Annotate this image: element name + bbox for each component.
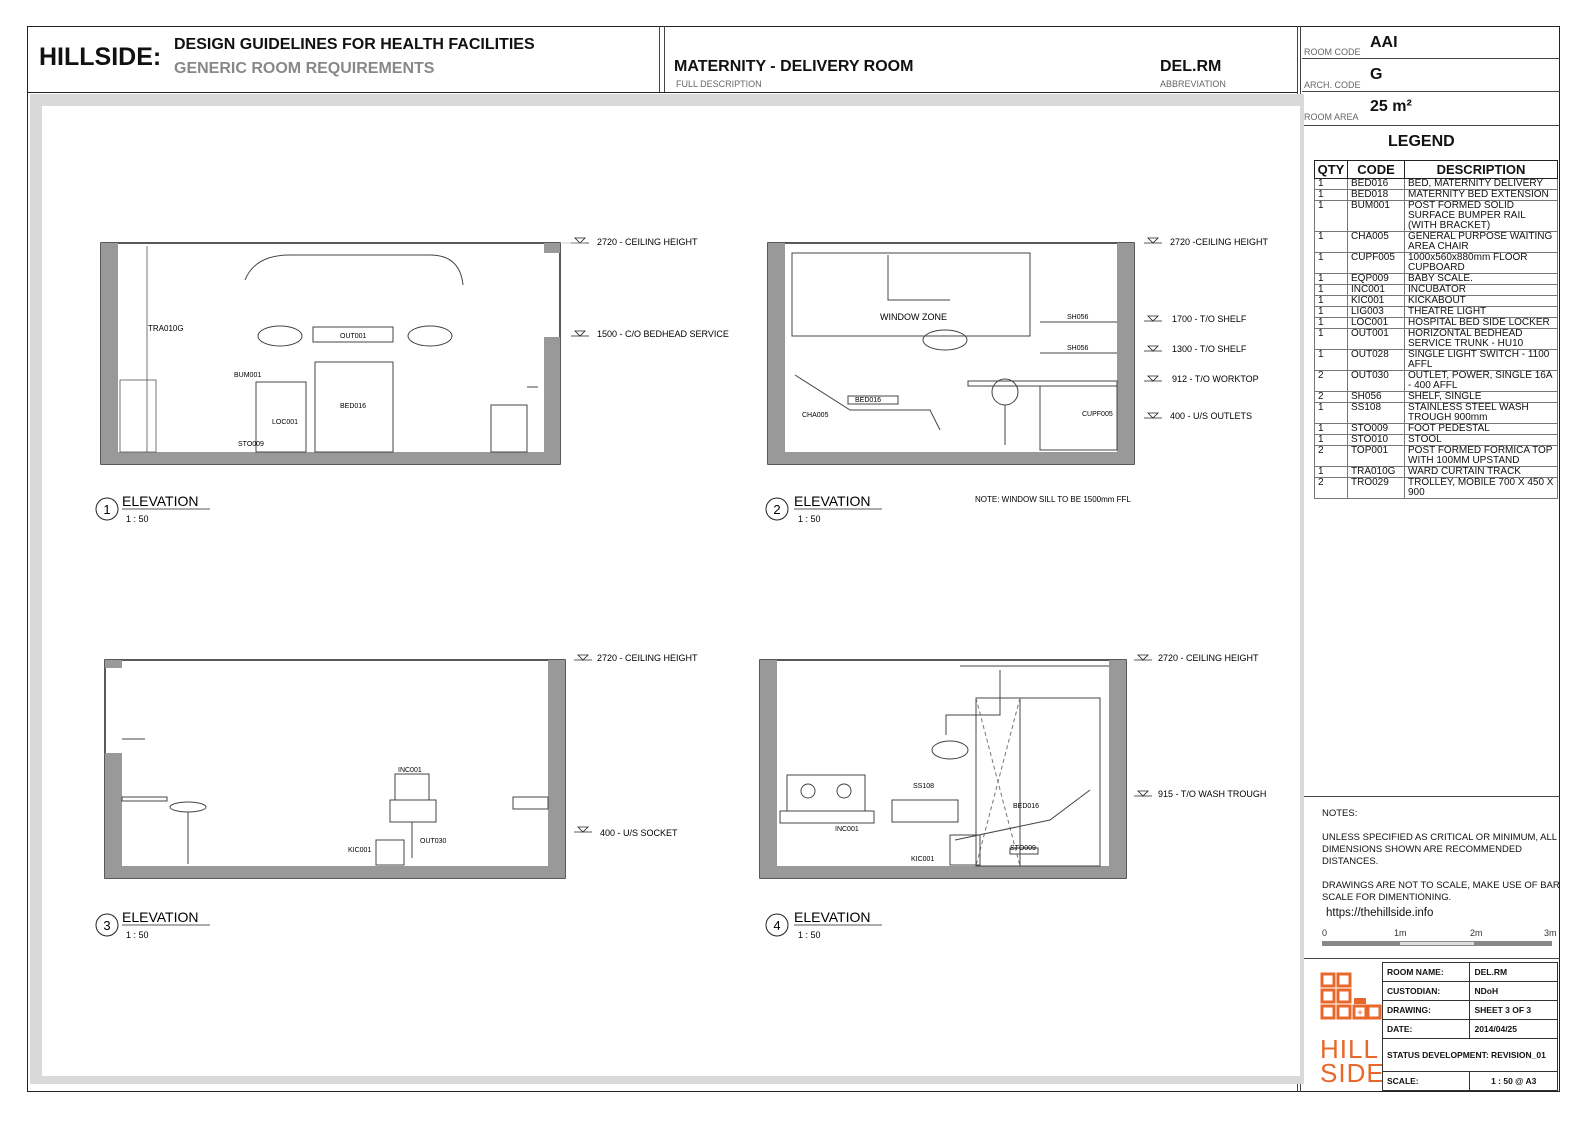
elevation-3-number: 3 [103,918,111,933]
tag-bed016-e4: BED016 [1013,803,1040,810]
legend-description: THEATRE LIGHT [1405,307,1558,318]
tb-status-row [1383,1039,1558,1072]
scale-label-0: 0 [1322,928,1328,938]
dim-e1-bedhead: 1500 - C/O BEDHEAD SERVICE [597,329,729,339]
room-info [1302,26,1560,126]
elevation-4-number: 4 [773,918,781,933]
legend-description: SHELF, SINGLE [1405,392,1558,403]
legend-code: EQP009 [1348,274,1405,285]
legend-qty: 2 [1315,446,1348,467]
tag-out030: OUT030 [420,838,447,845]
legend-row [1315,179,1558,190]
legend-description: MATERNITY BED EXTENSION [1405,190,1558,201]
room-abbreviation: DEL.RM [1160,58,1222,75]
svg-text:+: + [1357,1008,1363,1019]
legend-description: TROLLEY, MOBILE 700 X 450 X 900 [1405,478,1558,499]
legend-qty: 1 [1315,253,1348,274]
room-full-description: MATERNITY - DELIVERY ROOM [674,58,914,75]
legend-row [1315,253,1558,274]
dim-e2-shelf-1700: 1700 - T/O SHELF [1172,314,1247,324]
notes [1322,808,1562,904]
legend-qty: 1 [1315,435,1348,446]
tb-status: STATUS DEVELOPMENT: REVISION_01 [1383,1039,1558,1072]
legend-code: CUPF005 [1348,253,1405,274]
legend-code: INC001 [1348,285,1405,296]
legend-description: GENERAL PURPOSE WAITING AREA CHAIR [1405,232,1558,253]
tag-inc001-e4: INC001 [835,826,859,833]
legend-code: OUT001 [1348,329,1405,350]
legend-code: SS108 [1348,403,1405,424]
legend-description: WARD CURTAIN TRACK [1405,467,1558,478]
legend-qty: 1 [1315,307,1348,318]
dim-e2-worktop: 912 - T/O WORKTOP [1172,374,1259,384]
legend-row [1315,392,1558,403]
arch-code: G [1370,66,1383,83]
legend-qty: 2 [1315,392,1348,403]
legend-description: POST FORMED FORMICA TOP WITH 100MM UPSTAND [1405,446,1558,467]
tag-kic001-e3: KIC001 [348,847,372,854]
room-area-label: ROOM AREA [1304,112,1359,122]
title-block-row [1383,982,1558,1001]
elevation-2-scale: 1 : 50 [798,514,821,524]
legend-description: OUTLET, POWER, SINGLE 16A - 400 AFFL [1405,371,1558,392]
hillside-logo [1320,972,1385,1088]
legend-description: POST FORMED SOLID SURFACE BUMPER RAIL (WITH BRACKET) [1405,201,1558,232]
legend-header-row [1315,161,1558,179]
scale-label-2m: 2m [1470,928,1483,938]
tb-scale-row [1383,1072,1558,1091]
logo-text-bottom: SIDE [1320,1058,1385,1088]
legend-qty: 2 [1315,478,1348,499]
room-full-label: FULL DESCRIPTION [676,79,762,89]
tb-value: SHEET 3 OF 3 [1470,1001,1558,1020]
legend-qty: 1 [1315,274,1348,285]
tag-tra010g: TRA010G [148,324,184,333]
tag-inc001-e3: INC001 [398,767,422,774]
brand: HILLSIDE: [39,43,162,71]
elevation-4-scale: 1 : 50 [798,930,821,940]
tag-cupf005: CUPF005 [1082,411,1113,418]
legend-description: 1000x560x880mm FLOOR CUPBOARD [1405,253,1558,274]
legend-qty: 1 [1315,467,1348,478]
legend-row [1315,424,1558,435]
legend-row [1315,403,1558,424]
tag-kic001-e4: KIC001 [911,856,935,863]
legend-row [1315,446,1558,467]
tb-scale-value: 1 : 50 @ A3 [1470,1072,1558,1091]
legend-code: TRA010G [1348,467,1405,478]
dim-e3-ceiling: 2720 - CEILING HEIGHT [597,653,698,663]
legend-code: TRO029 [1348,478,1405,499]
legend-header-description: DESCRIPTION [1405,161,1558,179]
elevation-3 [96,653,698,940]
tb-label: DRAWING: [1383,1001,1470,1020]
legend-description: FOOT PEDESTAL [1405,424,1558,435]
tag-bum001: BUM001 [234,372,262,379]
legend-code: OUT028 [1348,350,1405,371]
tag-loc001: LOC001 [272,419,299,426]
legend-row [1315,371,1558,392]
elevation-3-title: ELEVATION [122,909,199,925]
legend-row [1315,285,1558,296]
dim-e3-socket: 400 - U/S SOCKET [600,828,678,838]
dim-e2-shelf-1300: 1300 - T/O SHELF [1172,344,1247,354]
legend-description: HORIZONTAL BEDHEAD SERVICE TRUNK - HU10 [1405,329,1558,350]
title-block-table [1382,962,1558,1091]
note-scale: DRAWINGS ARE NOT TO SCALE, MAKE USE OF BAR SCALE FOR DIMENTIONING. [1322,880,1560,903]
title-block-row [1383,1020,1558,1039]
legend-code: LOC001 [1348,318,1405,329]
doc-title: DESIGN GUIDELINES FOR HEALTH FACILITIES [174,36,535,53]
elevation-2-title: ELEVATION [794,493,871,509]
elevation-1-number: 1 [103,502,111,517]
legend-qty: 1 [1315,179,1348,190]
legend-qty: 1 [1315,350,1348,371]
tb-value: 2014/04/25 [1470,1020,1558,1039]
window-zone-label: WINDOW ZONE [880,312,947,322]
legend-qty: 1 [1315,329,1348,350]
dim-e2-ceiling: 2720 -CEILING HEIGHT [1170,237,1269,247]
legend-qty: 1 [1315,190,1348,201]
legend-body [1315,179,1558,499]
legend-qty: 1 [1315,232,1348,253]
elevation-2-number: 2 [773,502,781,517]
legend-code: BED016 [1348,179,1405,190]
legend-description: BED, MATERNITY DELIVERY [1405,179,1558,190]
tag-bed016-e2: BED016 [855,397,882,404]
logo-text-top: HILL [1320,1034,1379,1064]
doc-subtitle: GENERIC ROOM REQUIREMENTS [174,60,435,77]
title-block-divider [1302,958,1560,959]
arch-code-label: ARCH. CODE [1304,80,1361,90]
legend-qty: 1 [1315,201,1348,232]
elevation-2 [766,237,1269,524]
notes-divider [1302,796,1560,797]
tag-bed016: BED016 [340,403,367,410]
tag-sh056-lower: SH056 [1067,345,1089,352]
legend-qty: 1 [1315,285,1348,296]
title-block-row [1383,963,1558,982]
legend-row [1315,190,1558,201]
legend-title: LEGEND [1388,133,1455,150]
tag-ss108: SS108 [913,783,935,790]
dim-e4-wash-trough: 915 - T/O WASH TROUGH [1158,789,1267,799]
legend-qty: 1 [1315,318,1348,329]
legend-code: SH056 [1348,392,1405,403]
tag-sh056-upper: SH056 [1067,314,1089,321]
legend-code: OUT030 [1348,371,1405,392]
tag-out001: OUT001 [340,333,367,340]
legend-row [1315,350,1558,371]
room-area: 25 m² [1370,98,1412,115]
legend-description: INCUBATOR [1405,285,1558,296]
room-code: AAI [1370,34,1398,51]
legend-code: LIG003 [1348,307,1405,318]
legend-header-code: CODE [1348,161,1405,179]
legend-code: TOP001 [1348,446,1405,467]
legend-qty: 1 [1315,403,1348,424]
legend-table [1314,160,1558,499]
legend-row [1315,201,1558,232]
legend-row [1315,467,1558,478]
legend-row [1315,478,1558,499]
tb-value: DEL.RM [1470,963,1558,982]
scale-label-1m: 1m [1394,928,1407,938]
legend-description: STAINLESS STEEL WASH TROUGH 900mm [1405,403,1558,424]
tb-label: DATE: [1383,1020,1470,1039]
bar-scale [1322,928,1557,950]
tag-sto009-e4: STO009 [1010,845,1036,852]
legend-description: KICKABOUT [1405,296,1558,307]
legend-row [1315,318,1558,329]
logo-blocks-icon [1320,972,1382,1032]
elevation-1 [96,237,729,524]
legend-row [1315,274,1558,285]
room-code-label: ROOM CODE [1304,47,1361,57]
tb-scale-label: SCALE: [1383,1072,1470,1091]
tb-label: CUSTODIAN: [1383,982,1470,1001]
tb-label: ROOM NAME: [1383,963,1470,982]
tag-cha005: CHA005 [802,412,829,419]
legend-row [1315,296,1558,307]
website-url: https://thehillside.info [1326,907,1434,919]
notes-title: NOTES: [1322,808,1358,819]
note-critical: UNLESS SPECIFIED AS CRITICAL OR MINIMUM, ALL DIMENSIONS SHOWN ARE RECOMMENDED DISTANCES. [1322,832,1557,867]
room-abbr-label: ABBREVIATION [1160,79,1226,89]
legend-qty: 1 [1315,296,1348,307]
legend-code: BED018 [1348,190,1405,201]
dim-e2-outlets: 400 - U/S OUTLETS [1170,411,1253,421]
legend-row [1315,307,1558,318]
legend-row [1315,232,1558,253]
legend-code: STO010 [1348,435,1405,446]
legend-row [1315,435,1558,446]
legend-qty: 2 [1315,371,1348,392]
legend-description: HOSPITAL BED SIDE LOCKER [1405,318,1558,329]
dim-e4-ceiling: 2720 - CEILING HEIGHT [1158,653,1259,663]
title-block-body [1383,963,1558,1039]
scale-label-3m: 3m [1544,928,1557,938]
title-block-row [1383,1001,1558,1020]
legend-header-qty: QTY [1315,161,1348,179]
legend-qty: 1 [1315,424,1348,435]
legend-description: BABY SCALE. [1405,274,1558,285]
window-sill-note: NOTE: WINDOW SILL TO BE 1500mm FFL [975,495,1131,504]
legend-row [1315,329,1558,350]
legend-code: CHA005 [1348,232,1405,253]
legend-code: KIC001 [1348,296,1405,307]
elevation-1-scale: 1 : 50 [126,514,149,524]
tb-value: NDoH [1470,982,1558,1001]
legend-code: STO009 [1348,424,1405,435]
elevation-4 [760,653,1266,940]
legend-description: STOOL [1405,435,1558,446]
elevation-4-title: ELEVATION [794,909,871,925]
tag-sto009: STO009 [238,441,264,448]
legend-description: SINGLE LIGHT SWITCH - 1100 AFFL [1405,350,1558,371]
dim-e1-ceiling: 2720 - CEILING HEIGHT [597,237,698,247]
elevation-1-title: ELEVATION [122,493,199,509]
elevation-3-scale: 1 : 50 [126,930,149,940]
legend-code: BUM001 [1348,201,1405,232]
